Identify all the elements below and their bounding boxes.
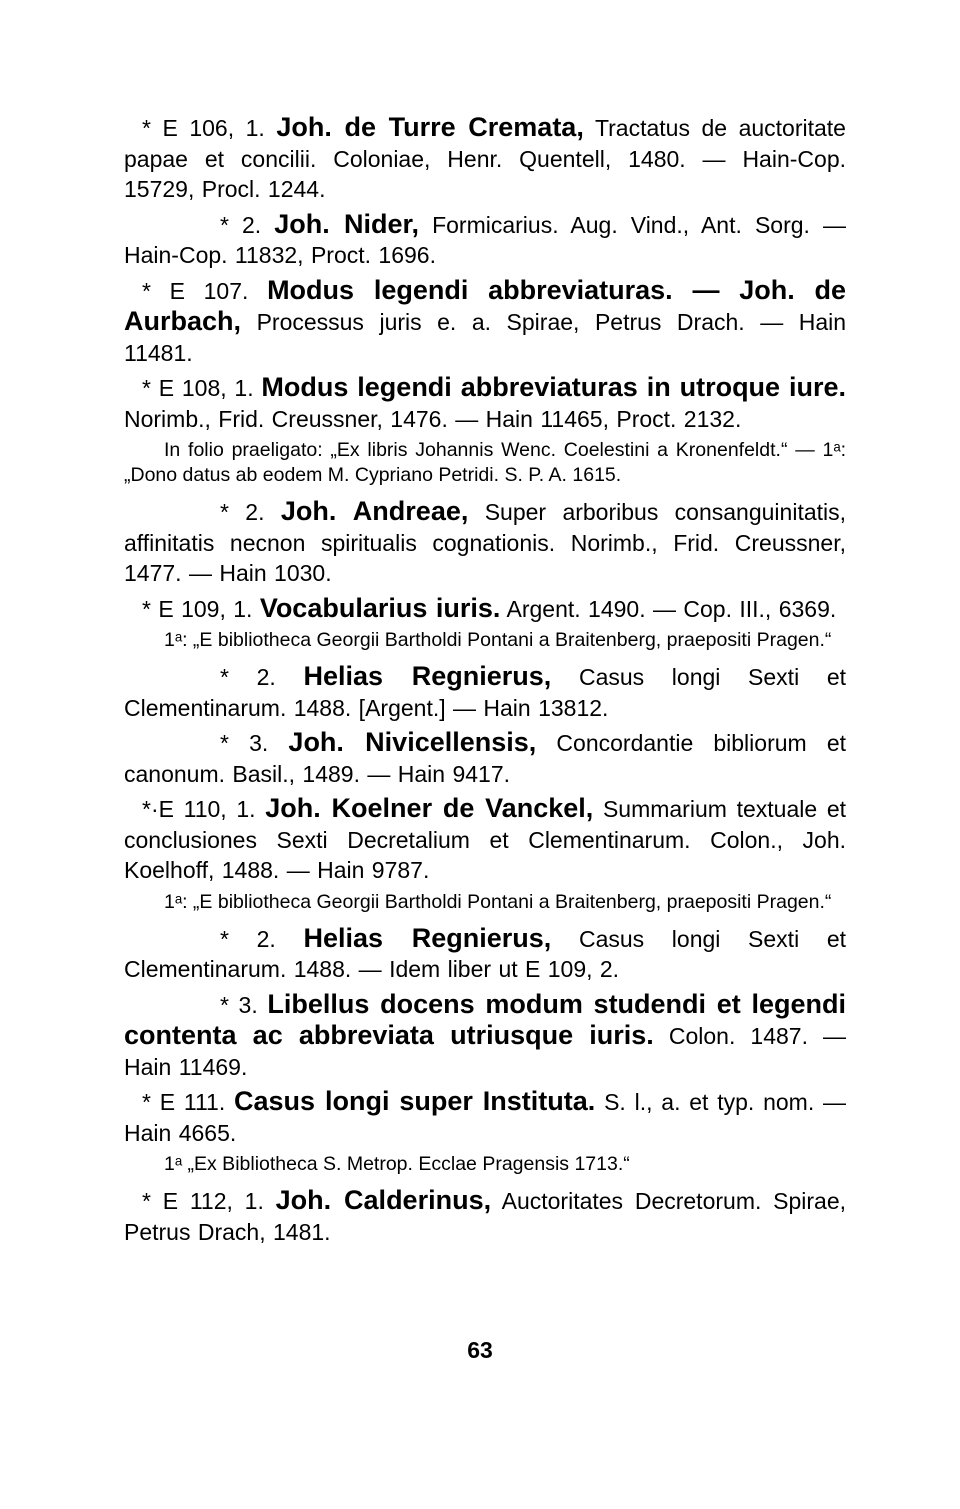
- entry-text: Casus longi Sexti et Clementinarum. 1488. [Argent.] — Hain 13812.: [124, 664, 847, 721]
- entry-lead: * E 109, 1.: [142, 595, 253, 622]
- entry-heading: Joh. Andreae,: [280, 496, 469, 526]
- entry-e110-1: [124, 793, 846, 886]
- entry-lead: * 2.: [220, 925, 276, 952]
- entry-text: Norimb., Frid. Creussner, 1476. — Hain 11465, Proct. 2132.: [124, 405, 742, 432]
- entry-e109-1: [124, 593, 846, 625]
- entry-heading: Helias Regnierus,: [303, 661, 552, 691]
- provenance-note: 1ᵃ: „E bibliotheca Georgii Bartholdi Pontani a Braitenberg, praepositi Pragen.“: [164, 629, 832, 651]
- entry-heading: Modus legendi abbreviaturas in utroque iure.: [261, 372, 846, 402]
- entry-heading: Joh. Nivicellensis,: [288, 727, 537, 757]
- provenance-note: 1ᵃ: „E bibliotheca Georgii Bartholdi Pontani a Braitenberg, praepositi Pragen.“: [164, 890, 832, 913]
- entry-e109-3: [124, 727, 846, 789]
- entry-e106-2: [124, 209, 846, 271]
- entry-text: Super arboribus consanguinitatis, affinitatis necnon spiritualis cognationis. Norimb., Frid. Creussner, 1477. — Hain 1030.: [124, 499, 847, 586]
- catalogue-page: [124, 112, 846, 1251]
- entry-heading: Joh. Koelner de Vanckel,: [265, 793, 594, 823]
- entry-e108-1: [124, 372, 846, 434]
- entry-text: S. l., a. et typ. nom. — Hain 4665.: [124, 1089, 847, 1146]
- entry-lead: * E 111.: [142, 1089, 226, 1115]
- entry-lead: * 2.: [220, 664, 276, 690]
- entry-lead: *·E 110, 1.: [142, 796, 256, 822]
- provenance-note: 1ᵃ „Ex Bibliotheca S. Metrop. Ecclae Pragensis 1713.“: [164, 1153, 630, 1175]
- entry-heading: Modus legendi abbreviaturas. — Joh. de Aurbach,: [124, 274, 847, 336]
- entry-lead: * 3.: [220, 730, 269, 756]
- entry-text: Formicarius. Aug. Vind., Ant. Sorg. — Hain-Cop. 11832, Proct. 1696.: [124, 211, 846, 268]
- entry-e109-2: [124, 661, 846, 723]
- entry-e106-1: [124, 112, 846, 205]
- entry-heading: Joh. de Turre Cremata,: [276, 112, 584, 142]
- entry-e108-2: [124, 496, 846, 589]
- entry-heading: Joh. Nider,: [274, 208, 419, 239]
- entry-heading: Libellus docens modum studendi et legendi contenta ac abbreviata utriusque iuris.: [124, 988, 846, 1050]
- entry-text: Casus longi Sexti et Clementinarum. 1488. — Idem liber ut E 109, 2.: [124, 925, 847, 982]
- entry-lead: * 2.: [220, 211, 262, 238]
- entry-text: Concordantie bibliorum et canonum. Basil., 1489. — Hain 9417.: [124, 730, 847, 787]
- entry-lead: * 3.: [220, 991, 258, 1018]
- entry-lead: * E 107.: [142, 277, 249, 304]
- provenance-note: In folio praeligato: „Ex libris Johannis Wenc. Coelestini a Kronenfeldt.“ — 1ᵃ: „Dono datus ab eodem M. Cypriano Petridi. S. P. A. 1615.: [124, 439, 846, 486]
- entry-lead: * E 112, 1.: [142, 1188, 264, 1214]
- entry-text: Tractatus de auctoritate papae et concilii. Coloniae, Henr. Quentell, 1480. — Hain-Cop. 15729, Procl. 1244.: [124, 115, 846, 202]
- entry-e110-3: [124, 989, 846, 1083]
- entry-e107: [124, 275, 846, 369]
- entry-e111: [124, 1086, 846, 1148]
- entry-heading: Joh. Calderinus,: [275, 1185, 492, 1215]
- entry-text: Processus juris e. a. Spirae, Petrus Drach. — Hain 11481.: [124, 309, 847, 366]
- entry-text: Argent. 1490. — Cop. III., 6369.: [506, 595, 837, 622]
- entry-text: Colon. 1487. — Hain 11469.: [124, 1023, 847, 1080]
- entry-text: Auctoritates Decretorum. Spirae, Petrus Drach, 1481.: [124, 1188, 847, 1245]
- entry-lead: * E 106, 1.: [142, 115, 265, 141]
- entry-heading: Vocabularius iuris.: [259, 592, 501, 623]
- entry-heading: Casus longi super Instituta.: [234, 1086, 596, 1116]
- entry-lead: * 2.: [220, 499, 265, 525]
- entry-heading: Helias Regnierus,: [303, 922, 552, 953]
- entry-lead: * E 108, 1.: [142, 375, 254, 401]
- entry-text: Summarium textuale et conclusiones Sexti Decretalium et Clementinarum. Colon., Joh. Koelhoff, 1488. — Hain 9787.: [124, 796, 847, 883]
- page-number: 63: [467, 1337, 493, 1363]
- entry-e112-1: [124, 1185, 846, 1247]
- entry-e110-2: [124, 923, 846, 985]
